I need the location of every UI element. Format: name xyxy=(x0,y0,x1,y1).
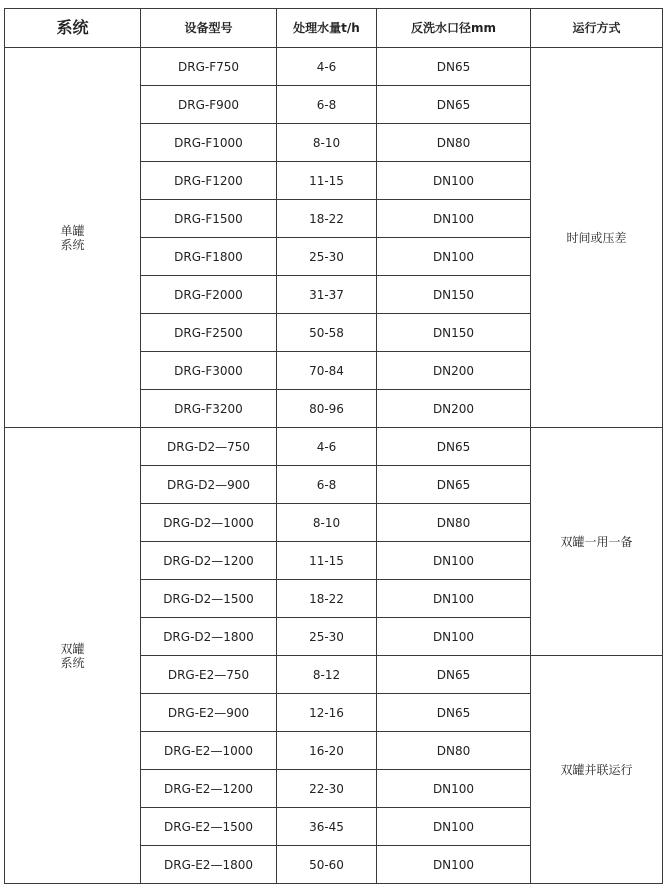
cell-pipe: DN100 xyxy=(377,770,531,808)
cell-flow: 50-58 xyxy=(277,314,377,352)
cell-model: DRG-E2—750 xyxy=(141,656,277,694)
cell-flow: 36-45 xyxy=(277,808,377,846)
cell-pipe: DN100 xyxy=(377,618,531,656)
cell-pipe: DN200 xyxy=(377,352,531,390)
cell-model: DRG-E2—1500 xyxy=(141,808,277,846)
cell-model: DRG-D2—1200 xyxy=(141,542,277,580)
header-system: 系统 xyxy=(5,9,141,48)
cell-pipe: DN65 xyxy=(377,656,531,694)
cell-model: DRG-D2—1000 xyxy=(141,504,277,542)
table-row xyxy=(5,428,663,466)
group-double-line1: 双罐 xyxy=(60,641,85,656)
cell-model: DRG-D2—900 xyxy=(141,466,277,504)
cell-pipe: DN80 xyxy=(377,732,531,770)
cell-model: DRG-F2500 xyxy=(141,314,277,352)
cell-pipe: DN100 xyxy=(377,238,531,276)
cell-model: DRG-F1500 xyxy=(141,200,277,238)
cell-flow: 22-30 xyxy=(277,770,377,808)
cell-pipe: DN100 xyxy=(377,846,531,884)
cell-flow: 80-96 xyxy=(277,390,377,428)
cell-pipe: DN80 xyxy=(377,124,531,162)
cell-flow: 18-22 xyxy=(277,580,377,618)
cell-flow: 25-30 xyxy=(277,238,377,276)
cell-flow: 16-20 xyxy=(277,732,377,770)
cell-model: DRG-F3000 xyxy=(141,352,277,390)
cell-model: DRG-E2—1800 xyxy=(141,846,277,884)
cell-pipe: DN100 xyxy=(377,162,531,200)
cell-model: DRG-F750 xyxy=(141,48,277,86)
group-single-line1: 单罐 xyxy=(60,223,85,238)
group-double-system xyxy=(5,428,141,884)
cell-flow: 8-10 xyxy=(277,124,377,162)
cell-flow: 12-16 xyxy=(277,694,377,732)
cell-model: DRG-F900 xyxy=(141,86,277,124)
mode-single: 时间或压差 xyxy=(531,48,663,428)
cell-flow: 25-30 xyxy=(277,618,377,656)
header-pipe: 反洗水口径mm xyxy=(377,9,531,48)
header-flow: 处理水量t/h xyxy=(277,9,377,48)
spec-table xyxy=(4,8,663,884)
cell-flow: 31-37 xyxy=(277,276,377,314)
cell-model: DRG-E2—1200 xyxy=(141,770,277,808)
cell-pipe: DN150 xyxy=(377,314,531,352)
cell-pipe: DN200 xyxy=(377,390,531,428)
cell-model: DRG-F2000 xyxy=(141,276,277,314)
cell-pipe: DN150 xyxy=(377,276,531,314)
table-row xyxy=(5,48,663,86)
group-double-line2: 系统 xyxy=(60,655,85,670)
cell-model: DRG-E2—900 xyxy=(141,694,277,732)
cell-flow: 8-10 xyxy=(277,504,377,542)
cell-pipe: DN80 xyxy=(377,504,531,542)
cell-model: DRG-F1800 xyxy=(141,238,277,276)
cell-pipe: DN65 xyxy=(377,428,531,466)
cell-pipe: DN100 xyxy=(377,200,531,238)
cell-model: DRG-F1200 xyxy=(141,162,277,200)
mode-double-parallel: 双罐并联运行 xyxy=(531,656,663,884)
cell-flow: 4-6 xyxy=(277,48,377,86)
cell-flow: 50-60 xyxy=(277,846,377,884)
cell-model: DRG-F1000 xyxy=(141,124,277,162)
cell-flow: 70-84 xyxy=(277,352,377,390)
cell-flow: 4-6 xyxy=(277,428,377,466)
cell-flow: 18-22 xyxy=(277,200,377,238)
cell-pipe: DN100 xyxy=(377,808,531,846)
cell-model: DRG-D2—1500 xyxy=(141,580,277,618)
header-model: 设备型号 xyxy=(141,9,277,48)
cell-flow: 6-8 xyxy=(277,466,377,504)
header-mode: 运行方式 xyxy=(531,9,663,48)
cell-pipe: DN65 xyxy=(377,48,531,86)
cell-flow: 6-8 xyxy=(277,86,377,124)
cell-pipe: DN100 xyxy=(377,542,531,580)
cell-model: DRG-F3200 xyxy=(141,390,277,428)
cell-pipe: DN65 xyxy=(377,86,531,124)
cell-model: DRG-D2—750 xyxy=(141,428,277,466)
cell-pipe: DN65 xyxy=(377,466,531,504)
cell-flow: 11-15 xyxy=(277,162,377,200)
cell-flow: 11-15 xyxy=(277,542,377,580)
cell-pipe: DN100 xyxy=(377,580,531,618)
cell-model: DRG-D2—1800 xyxy=(141,618,277,656)
cell-pipe: DN65 xyxy=(377,694,531,732)
group-single-system xyxy=(5,48,141,428)
group-single-line2: 系统 xyxy=(60,237,85,252)
cell-flow: 8-12 xyxy=(277,656,377,694)
header-row xyxy=(5,9,663,48)
cell-model: DRG-E2—1000 xyxy=(141,732,277,770)
mode-double-standby: 双罐一用一备 xyxy=(531,428,663,656)
